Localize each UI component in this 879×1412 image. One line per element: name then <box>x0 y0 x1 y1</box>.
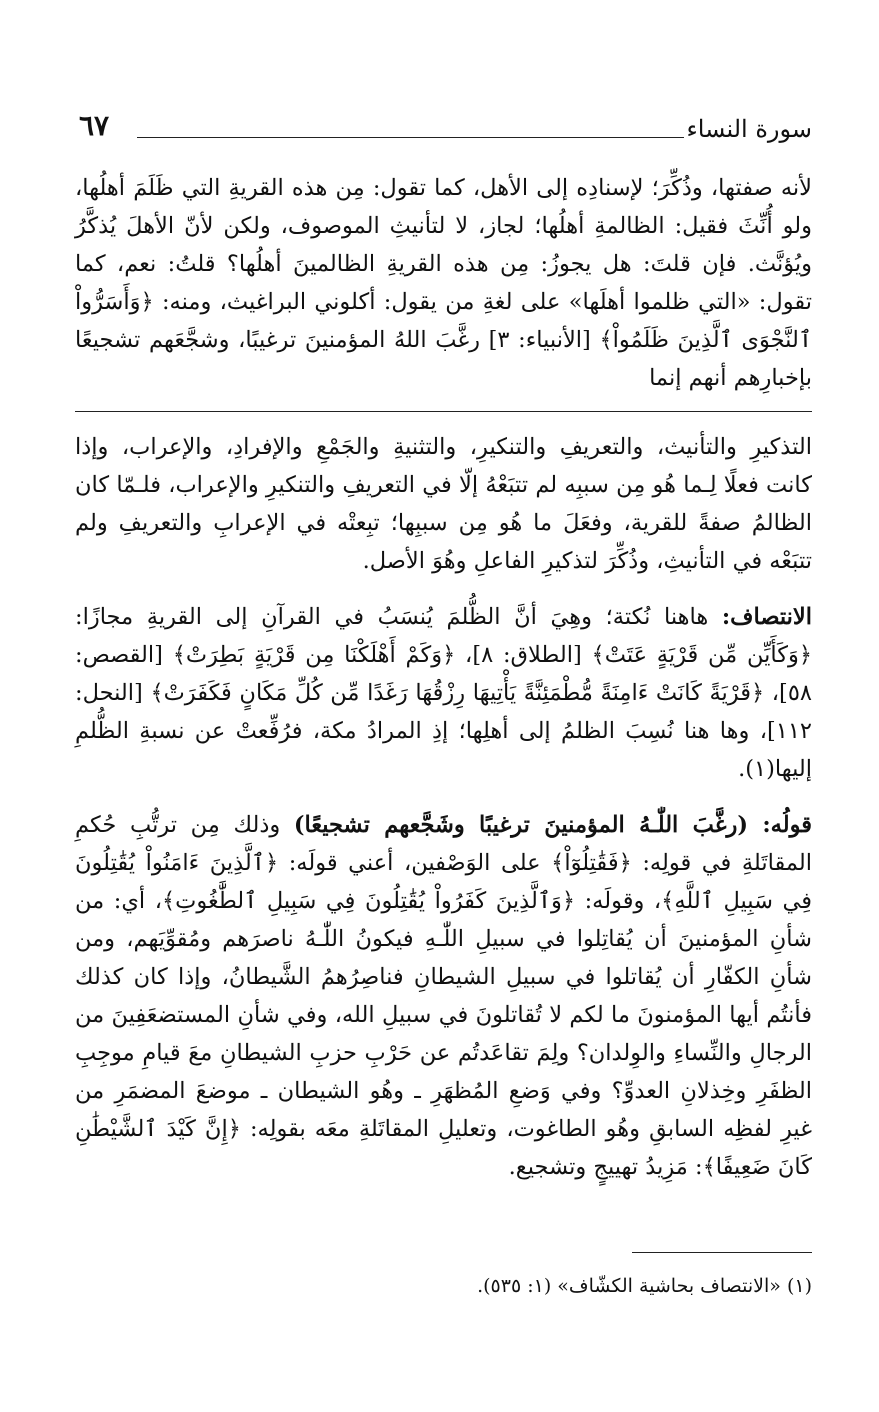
section-divider <box>75 411 812 412</box>
intisaf-text: هاهنا نُكتة؛ وهِيَ أنَّ الظُّلمَ يُنسَبُ في القرآنِ إلى القريةِ مجازًا: ﴿وَكَأَيِّن مِّن قَرْيَةٍ عَتَتْ﴾ [الطلاق: ٨]، ﴿وَكَمْ أَهْلَكْنَا مِن قَرْيَةٍ بَطِرَتْ﴾ [القصص: ٥٨]، ﴿قَرْيَةً كَانَتْ ءَامِنَةً مُّطْمَئِنَّةً يَأْتِيهَا رِزْقُهَا رَغَدًا مِّن كُلِّ مَكَانٍ فَكَفَرَتْ﴾ [النحل: ١١٢]، وها هنا نُسِبَ الظلمُ إلى أهلِها؛ إذِ المرادُ مكة، فرُفِّعتْ عن نسبةِ الظُّلمِ إليها(١). <box>75 604 813 782</box>
footnote-separator <box>632 1252 812 1253</box>
main-text: لأنه صفتها، وذُكِّرَ؛ لإسنادِه إلى الأهل، كما تقول: مِن هذه القريةِ التي ظَلَمَ أهلُها، ولو أُنِّثَ فقيل: الظالمةِ أهلُها؛ لجاز، لا لتأنيثِ الموصوف، ولكن لأنّ الأهلَ يُذكَّرُ ويُؤنَّث. فإن قلتَ: هل يجوزُ: مِن هذه القريةِ الظالمينَ أهلُها؟ قلتُ: نعم، كما تقول: «التي ظلموا أهلَها» على لغةِ من يقول: أكلوني البراغيث، ومنه: ﴿وَأَسَرُّواْ ٱلنَّجْوَى ٱلَّذِينَ ظَلَمُواْ﴾ [الأنبياء: ٣] رغَّبَ اللهُ المؤمنينَ ترغيبًا، وشجَّعَهم تشجيعًا بإخبارِهم أنهم إنما <box>75 175 812 391</box>
commentary-paragraph-3 <box>75 806 812 1186</box>
footnote: (١) «الانتصاف بحاشية الكشّاف» (١: ٥٣٥). <box>477 1275 812 1297</box>
page-number: ٦٧ <box>79 109 110 142</box>
commentary-text: وذلك مِن ترتُّبِ حُكمِ المقاتَلةِ في قولِه: ﴿فَقَٰتِلُوٓاْ﴾ على الوَصْفين، أعني قولَه: ﴿ٱلَّذِينَ ءَامَنُواْ يُقَٰتِلُونَ فِي سَبِيلِ ٱللَّهِ﴾، وقولَه: ﴿وَٱلَّذِينَ كَفَرُواْ يُقَٰتِلُونَ فِي سَبِيلِ ٱلطَّٰغُوتِ﴾، أي: من شأنِ المؤمنينَ أن يُقاتِلوا في سبيلِ اللّٰـهِ فيكونُ اللّٰـهُ ناصرَهم ومُقوِّيَهم، ومن شأنِ الكفّارِ أن يُقاتلوا في سبيلِ الشيطانِ فناصِرُهمُ الشَّيطانُ، وإذا كان كذلك فأنتُم أيها المؤمنونَ ما لكم لا تُقاتلونَ في سبيلِ الله، وفي شأنِ المستضعَفِينَ من الرجالِ والنِّساءِ والوِلدان؟ ولِمَ تقاعَدتُم عن حَرْبِ حزبِ الشيطانِ معَ قيامِ موجِبِ الظفَرِ وخِذلانِ العدوِّ؟ وفي وَضعِ المُظهَرِ ـ وهُو الشيطان ـ موضعَ المضمَرِ من غيرِ لفظِه السابقِ وهُو الطاغوت، وتعليلِ المقاتَلةِ معَه بقولِه: ﴿إِنَّ كَيْدَ ٱلشَّيْطَٰنِ كَانَ ضَعِيفًا﴾: مَزِيدُ تهييجٍ وتشجيع. <box>75 812 812 1180</box>
commentary-paragraph-1: التذكيرِ والتأنيث، والتعريفِ والتنكيرِ، والتثنيةِ والجَمْعِ والإفرادِ، والإعراب، وإذا كانت فعلًا لِـما هُو مِن سببِه لم تتبَعْهُ إلّا في التعريفِ والتنكيرِ والإعراب، فلـمّا كان الظالمُ صفةً للقرية، وفعَلَ ما هُو مِن سببِها؛ تبِعتْه في الإعرابِ والتعريفِ ولم تتبَعْه في التأنيثِ، وذُكِّرَ لتذكيرِ الفاعلِ وهُوَ الأصل. <box>75 434 812 574</box>
intisaf-label: الانتصاف: <box>721 604 812 630</box>
surah-title: سورة النساء <box>686 115 812 143</box>
book-page <box>75 95 812 1325</box>
quoted-phrase: قولُه: (رغَّبَ اللّٰـهُ المؤمنينَ ترغيبًا وشَجَّعهم تشجيعًا) <box>293 812 812 838</box>
commentary-paragraph-2 <box>75 598 812 788</box>
header-rule <box>137 137 684 138</box>
page-header <box>75 95 812 155</box>
